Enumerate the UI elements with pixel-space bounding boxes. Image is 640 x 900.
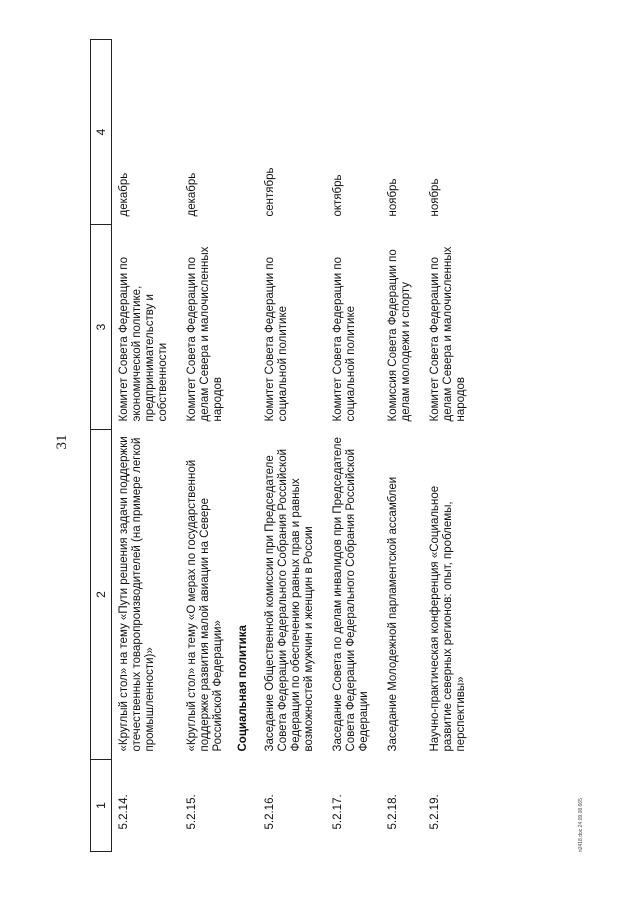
page-number: 31 (54, 434, 70, 450)
table-row (112, 40, 181, 852)
responsible-committee: Комитет Совета Федерации по экономической политике, предпринимательству и собственности (118, 257, 169, 422)
column-header-3: 3 (91, 225, 112, 430)
column-number-header-row (91, 40, 112, 852)
responsible-committee: Комитет Совета Федерации по делам Севера и малочисленных народов (429, 246, 467, 422)
event-date: декабрь (186, 172, 198, 217)
event-description: «Круглый стол» на тему «О мерах по государственной поддержке развития малой авиации на Севере Российской Федерации» (186, 459, 224, 752)
event-date: ноябрь (387, 178, 399, 217)
responsible-committee: Комиссия Совета Федерации по делам молодежи и спорту (387, 249, 412, 422)
footer-file-code: п2418.doc 24.09.08 665 (578, 798, 584, 852)
responsible-committee: Комитет Совета Федерации по социальной политике (264, 257, 289, 422)
column-header-4: 4 (91, 40, 112, 225)
event-description: Заседание Молодежной парламентской ассамблеи (387, 476, 399, 752)
event-date: декабрь (118, 172, 130, 217)
column-header-2: 2 (91, 430, 112, 760)
event-description: Научно-практическая конференция «Социальное развитие северных регионов: опыт, проблемы, перспективы» (429, 485, 467, 752)
item-number: 5.2.19. (429, 794, 441, 830)
table-row (381, 40, 423, 852)
column-header-1: 1 (91, 760, 112, 852)
responsible-committee: Комитет Совета Федерации по делам Севера и малочисленных народов (186, 246, 224, 422)
item-number: 5.2.17. (332, 794, 344, 830)
table-row (423, 40, 478, 852)
table-row (258, 40, 326, 852)
rotated-document-page (50, 32, 590, 852)
event-date: сентябрь (264, 167, 276, 217)
event-date: октябрь (332, 174, 344, 217)
table-row (180, 40, 235, 852)
event-description: «Круглый стол» на тему «Пути решения задачи поддержки отечественных товаропроизводителей (на примере легкой промышленности)» (118, 436, 156, 752)
section-heading: Социальная политика (237, 625, 249, 752)
event-description: Заседание Общественной комиссии при Председателе Совета Федерации Федерального Собрания Российской Федерации по обеспечению равных прав и равных возможностей мужчин и женщин в России (264, 448, 315, 752)
responsible-committee: Комитет Совета Федерации по социальной политике (332, 257, 357, 422)
section-heading-row (235, 40, 258, 852)
item-number: 5.2.16. (264, 794, 276, 830)
item-number: 5.2.14. (118, 794, 130, 830)
event-date: ноябрь (429, 178, 441, 217)
item-number: 5.2.18. (387, 794, 399, 830)
table-row (326, 40, 381, 852)
event-description: Заседание Совета по делам инвалидов при Председателе Совета Федерации Федерального Собрания Российской Федерации (332, 437, 370, 752)
plan-table (90, 39, 478, 852)
item-number: 5.2.15. (186, 794, 198, 830)
